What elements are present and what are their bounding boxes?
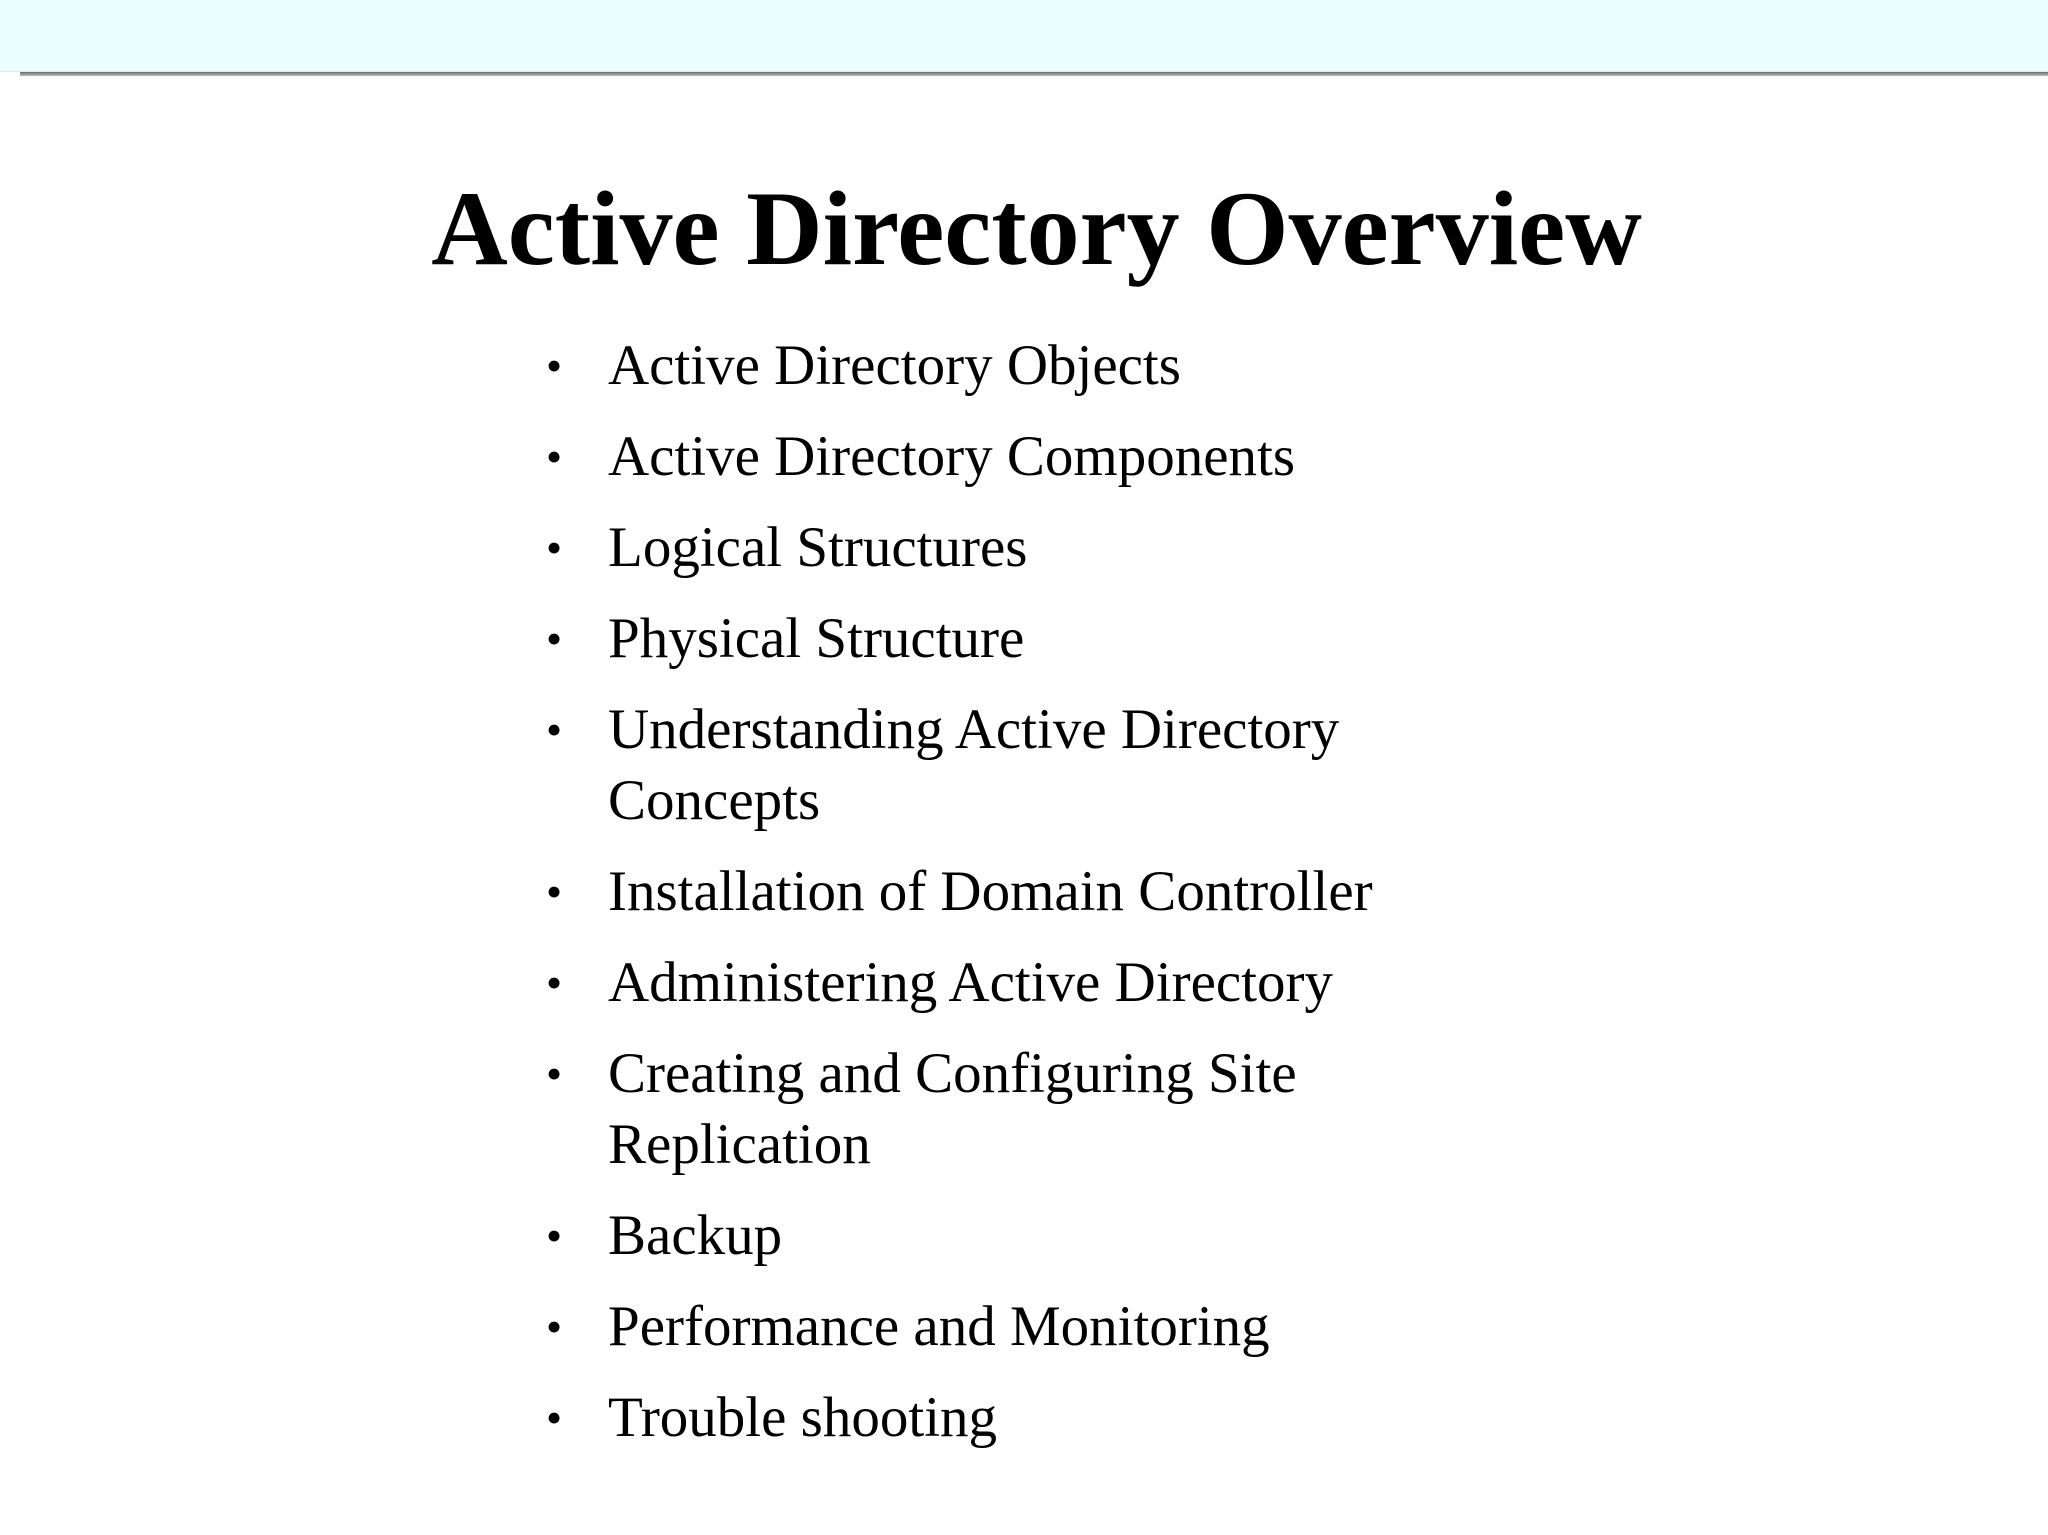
bullet-text: Understanding Active Directory Concepts [608,698,1340,832]
bullet-item-understanding-concepts [544,694,1524,836]
bullet-item-performance-monitoring [544,1291,1524,1362]
bullet-item-active-directory-components [544,421,1524,492]
bullet-text: Installation of Domain Controller [608,860,1373,923]
bullet-text: Trouble shooting [608,1386,998,1449]
header-band [0,0,2048,72]
bullet-icon: • [546,1048,563,1099]
bullet-text: Logical Structures [608,516,1028,579]
bullet-icon: • [546,1392,563,1443]
bullet-text: Physical Structure [608,607,1025,670]
bullet-text: Backup [608,1204,783,1267]
bullet-icon: • [546,522,563,573]
bullet-icon: • [546,866,563,917]
bullet-item-administering-active-directory [544,947,1524,1018]
bullet-icon: • [546,613,563,664]
bullet-icon: • [546,957,563,1008]
bullet-icon: • [546,1210,563,1261]
bullet-item-logical-structures [544,512,1524,583]
bullet-text: Active Directory Components [608,425,1296,488]
bullet-icon: • [546,1301,563,1352]
bullet-icon: • [546,340,563,391]
bullet-item-active-directory-objects [544,330,1524,401]
bullet-item-installation-domain-controller [544,856,1524,927]
bullet-item-site-replication [544,1038,1524,1180]
bullet-icon: • [546,704,563,755]
bullet-text: Performance and Monitoring [608,1295,1270,1358]
bullet-list [544,330,1524,1473]
bullet-icon: • [546,431,563,482]
bullet-item-backup [544,1200,1524,1271]
bullet-item-trouble-shooting [544,1382,1524,1453]
header-divider [20,72,2048,76]
bullet-item-physical-structure [544,603,1524,674]
bullet-text: Creating and Configuring Site Replication [608,1042,1297,1176]
bullet-text: Administering Active Directory [608,951,1333,1014]
slide-title: Active Directory Overview [431,170,1642,287]
bullet-text: Active Directory Objects [608,334,1181,397]
